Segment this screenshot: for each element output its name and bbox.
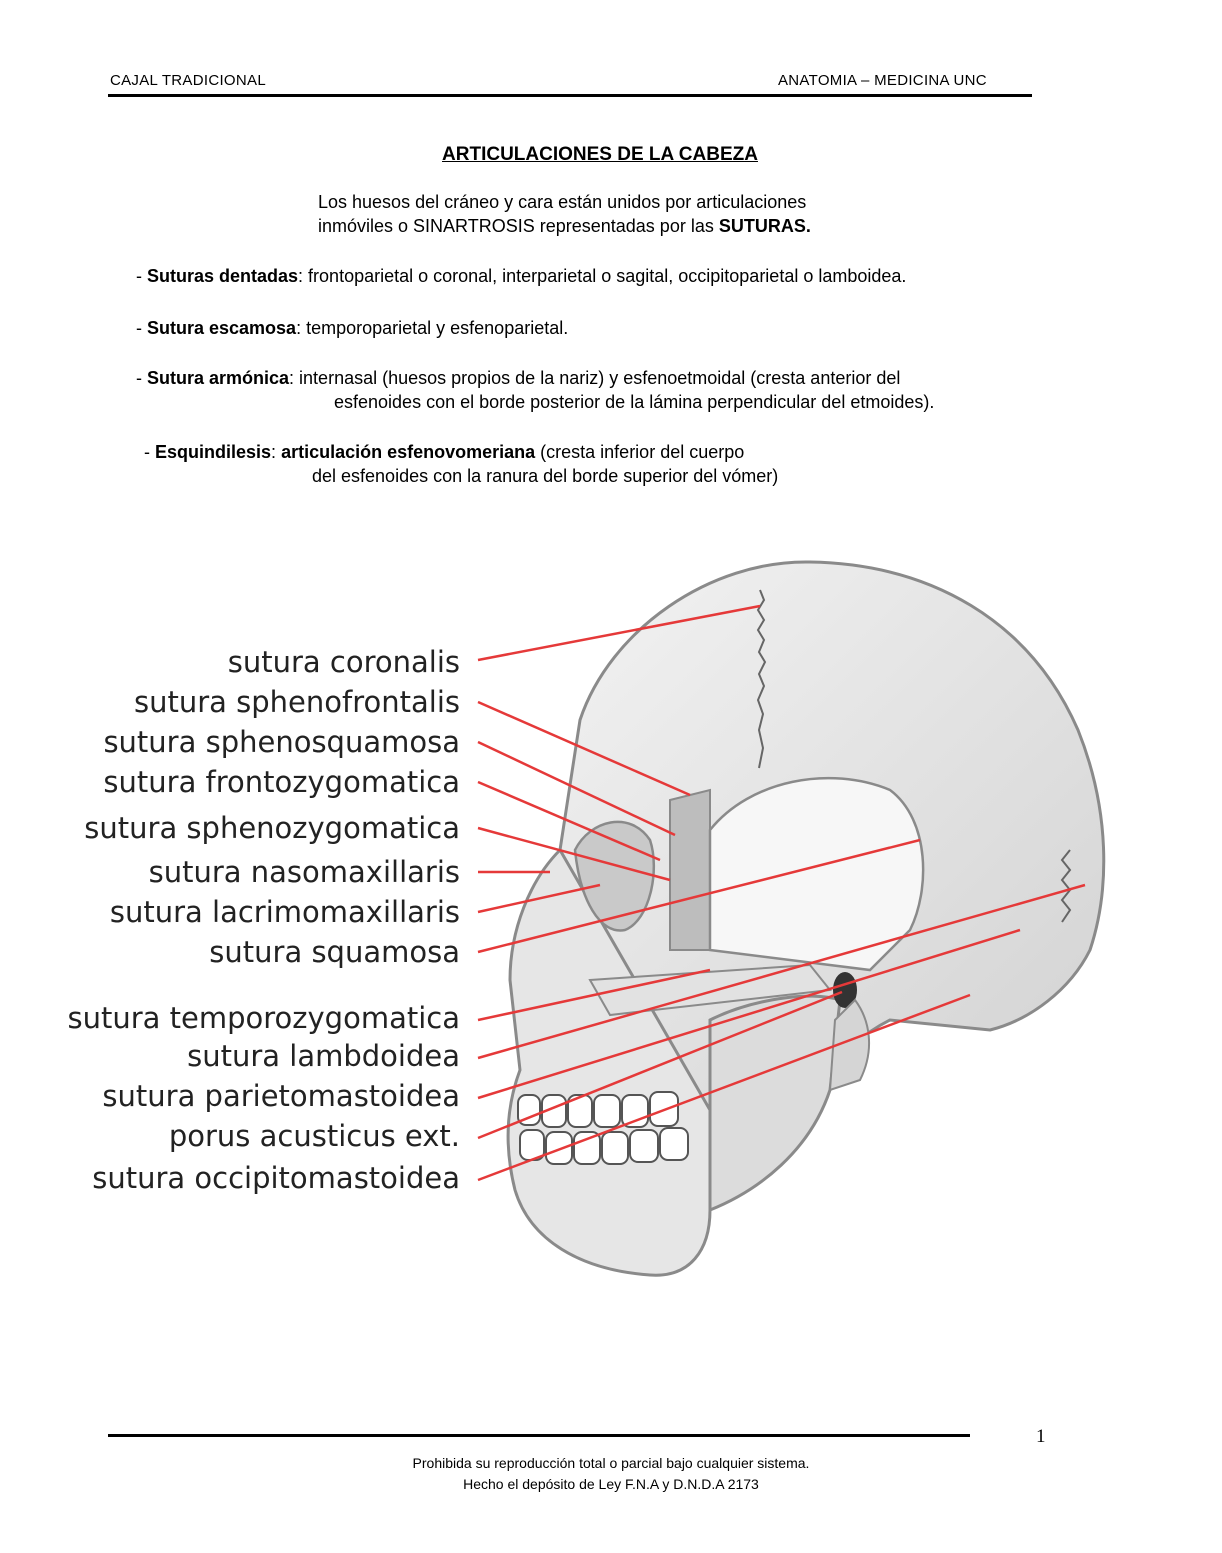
header-left: CAJAL TRADICIONAL (110, 72, 266, 89)
skull-sutures-figure (67, 550, 1120, 1290)
label-sutura-nasomaxillaris: sutura nasomaxillaris (148, 855, 460, 889)
label-sutura-squamosa: sutura squamosa (209, 935, 460, 969)
header-right: ANATOMIA – MEDICINA UNC (778, 72, 987, 89)
footer-line-2: Hecho el depósito de Ley F.N.A y D.N.D.A 2173 (463, 1476, 759, 1492)
intro-line-2-text: inmóviles o SINARTROSIS representadas por las (318, 216, 719, 236)
suture-labels (68, 645, 461, 1195)
skull-mandible (710, 996, 840, 1210)
item-suturas-dentadas: - Suturas dentadas: frontoparietal o coronal, interparietal o sagital, occipitoparietal o lamboidea. (136, 266, 907, 286)
header-rule (108, 94, 1032, 97)
item-sep: : (271, 442, 282, 462)
item-text: (cresta inferior del cuerpo (535, 442, 745, 462)
item-term: Sutura escamosa (147, 318, 297, 338)
label-sutura-sphenofrontalis: sutura sphenofrontalis (134, 685, 460, 719)
page-number: 1 (1036, 1426, 1046, 1447)
item-sutura-escamosa: - Sutura escamosa: temporoparietal y esfenoparietal. (136, 318, 569, 338)
label-sutura-coronalis: sutura coronalis (227, 645, 460, 679)
intro-line-1: Los huesos del cráneo y cara están unidos por articulaciones (318, 192, 807, 212)
item-term: Suturas dentadas (147, 266, 299, 286)
label-sutura-frontozygomatica: sutura frontozygomatica (103, 765, 460, 799)
item-text: : internasal (huesos propios de la nariz) y esfenoetmoidal (cresta anterior del (289, 368, 901, 388)
label-sutura-occipitomastoidea: sutura occipitomastoidea (92, 1161, 460, 1195)
label-sutura-lacrimomaxillaris: sutura lacrimomaxillaris (109, 895, 460, 929)
footer-rule (108, 1434, 970, 1437)
label-sutura-lambdoidea: sutura lambdoidea (187, 1039, 460, 1073)
footer-notice (0, 1453, 1222, 1495)
intro-line-2 (318, 214, 811, 238)
item-esquindilesis-cont: del esfenoides con la ranura del borde superior del vómer) (312, 466, 779, 486)
label-sutura-temporozygomatica: sutura temporozygomatica (67, 1001, 460, 1035)
intro-line-2-bold: SUTURAS. (718, 216, 811, 236)
item-sutura-armonica: - Sutura armónica: internasal (huesos propios de la nariz) y esfenoetmoidal (cresta anterior del (136, 368, 901, 388)
skull-sphenoid (670, 790, 710, 950)
item-esquindilesis: - Esquindilesis: articulación esfenovomeriana (cresta inferior del cuerpo (144, 442, 745, 462)
footer-line-1: Prohibida su reproducción total o parcial bajo cualquier sistema. (412, 1455, 810, 1471)
label-sutura-sphenozygomatica: sutura sphenozygomatica (84, 811, 460, 845)
item-sutura-armonica-cont: esfenoides con el borde posterior de la lámina perpendicular del etmoides). (334, 392, 935, 412)
item-text: : frontoparietal o coronal, interparietal o sagital, occipitoparietal o lamboidea. (298, 266, 907, 286)
label-sutura-parietomastoidea: sutura parietomastoidea (102, 1079, 460, 1113)
label-sutura-sphenosquamosa: sutura sphenosquamosa (103, 725, 460, 759)
page-title: ARTICULACIONES DE LA CABEZA (442, 144, 758, 165)
item-term-2: articulación esfenovomeriana (281, 442, 536, 462)
item-term: Sutura armónica (147, 368, 290, 388)
label-porus-acusticus-ext: porus acusticus ext. (168, 1119, 460, 1153)
item-text: : temporoparietal y esfenoparietal. (296, 318, 569, 338)
intro-paragraph (318, 190, 811, 238)
item-term: Esquindilesis (155, 442, 272, 462)
